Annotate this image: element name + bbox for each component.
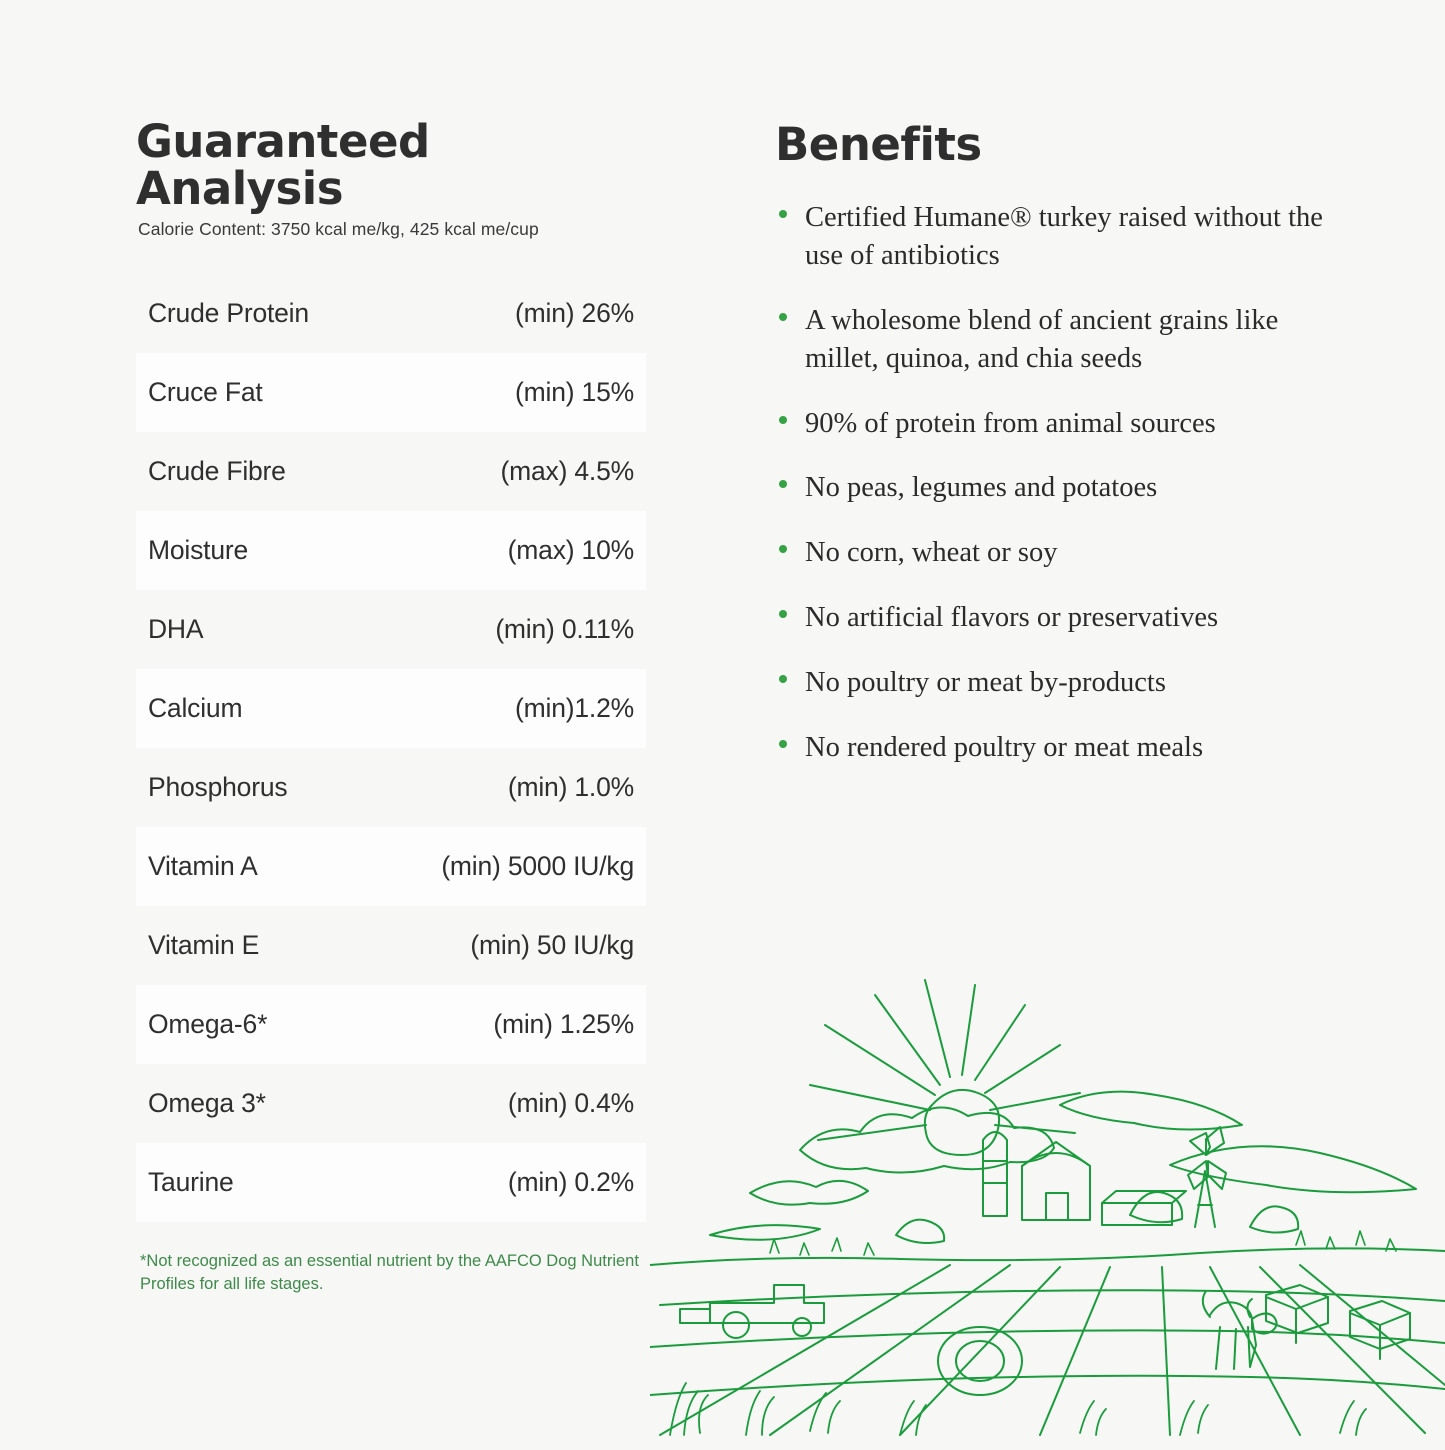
bullet-icon bbox=[779, 480, 787, 488]
nutrient-value: (min) 1.25% bbox=[493, 1008, 634, 1039]
nutrient-name: Vitamin A bbox=[148, 850, 258, 881]
bullet-icon bbox=[779, 610, 787, 618]
nutrient-value: (max) 4.5% bbox=[500, 455, 634, 486]
table-row bbox=[136, 669, 646, 748]
benefits-section bbox=[775, 118, 1355, 794]
nutrient-name: Vitamin E bbox=[148, 929, 260, 960]
analysis-footnote: *Not recognized as an essential nutrient by the AAFCO Dog Nutrient Profiles for all life stages. bbox=[140, 1251, 639, 1294]
benefit-text: No poultry or meat by-products bbox=[805, 667, 1166, 699]
nutrient-value: (min) 5000 IU/kg bbox=[441, 850, 634, 881]
table-row bbox=[136, 1143, 646, 1222]
benefit-text: No corn, wheat or soy bbox=[805, 537, 1058, 569]
guaranteed-analysis-title: Guaranteed Analysis bbox=[136, 115, 430, 216]
table-row bbox=[136, 590, 646, 669]
nutrient-name: Cruce Fat bbox=[148, 376, 263, 407]
nutrient-name: Omega 3* bbox=[148, 1087, 266, 1118]
table-row bbox=[136, 906, 646, 985]
table-row bbox=[136, 748, 646, 827]
nutrient-value: (min) 0.11% bbox=[495, 613, 634, 644]
farm-landscape-illustration bbox=[650, 965, 1445, 1445]
benefits-title: Benefits bbox=[775, 118, 982, 171]
nutrient-value: (min) 1.0% bbox=[507, 771, 634, 802]
benefit-text: No artificial flavors or preservatives bbox=[805, 602, 1219, 634]
bullet-icon bbox=[779, 416, 787, 424]
nutrient-value: (min) 0.2% bbox=[507, 1166, 634, 1197]
benefits-list bbox=[775, 199, 1355, 767]
table-row bbox=[136, 511, 646, 590]
benefit-text: 90% of protein from animal sources bbox=[805, 407, 1216, 439]
nutrient-name: Crude Protein bbox=[148, 297, 309, 328]
list-item bbox=[775, 405, 1355, 443]
nutrient-name: Taurine bbox=[148, 1166, 234, 1197]
nutrient-value: (max) 10% bbox=[507, 534, 634, 565]
guaranteed-analysis-section bbox=[136, 115, 646, 1297]
bullet-icon bbox=[779, 210, 787, 218]
guaranteed-analysis-table bbox=[136, 274, 646, 1222]
bullet-icon bbox=[779, 675, 787, 683]
list-item bbox=[775, 469, 1355, 507]
table-row bbox=[136, 432, 646, 511]
nutrient-name: Phosphorus bbox=[148, 771, 288, 802]
benefit-text: No rendered poultry or meat meals bbox=[805, 732, 1204, 764]
benefit-text: No peas, legumes and potatoes bbox=[805, 472, 1158, 504]
benefit-text: A wholesome blend of ancient grains like millet, quinoa, and chia seeds bbox=[805, 304, 1279, 374]
nutrient-name: DHA bbox=[148, 613, 204, 644]
nutrient-name: Crude Fibre bbox=[148, 455, 286, 486]
calorie-content-text: Calorie Content: 3750 kcal me/kg, 425 kcal me/cup bbox=[138, 218, 539, 239]
nutrient-value: (min) 15% bbox=[515, 376, 634, 407]
bullet-icon bbox=[779, 313, 787, 321]
table-row bbox=[136, 353, 646, 432]
table-row bbox=[136, 274, 646, 353]
list-item bbox=[775, 199, 1355, 275]
nutrient-name: Moisture bbox=[148, 534, 249, 565]
benefit-text: Certified Humane® turkey raised without the use of antibiotics bbox=[805, 202, 1323, 271]
table-row bbox=[136, 1064, 646, 1143]
nutrient-value: (min) 0.4% bbox=[507, 1087, 634, 1118]
nutrient-name: Omega-6* bbox=[148, 1008, 268, 1039]
nutrient-value: (min)1.2% bbox=[515, 692, 634, 723]
bullet-icon bbox=[779, 740, 787, 748]
list-item bbox=[775, 729, 1355, 767]
nutrient-value: (min) 26% bbox=[515, 297, 634, 328]
list-item bbox=[775, 664, 1355, 702]
table-row bbox=[136, 827, 646, 906]
bullet-icon bbox=[779, 545, 787, 553]
list-item bbox=[775, 302, 1355, 378]
table-row bbox=[136, 985, 646, 1064]
list-item bbox=[775, 534, 1355, 572]
nutrient-name: Calcium bbox=[148, 692, 243, 723]
nutrient-value: (min) 50 IU/kg bbox=[470, 929, 634, 960]
list-item bbox=[775, 599, 1355, 637]
